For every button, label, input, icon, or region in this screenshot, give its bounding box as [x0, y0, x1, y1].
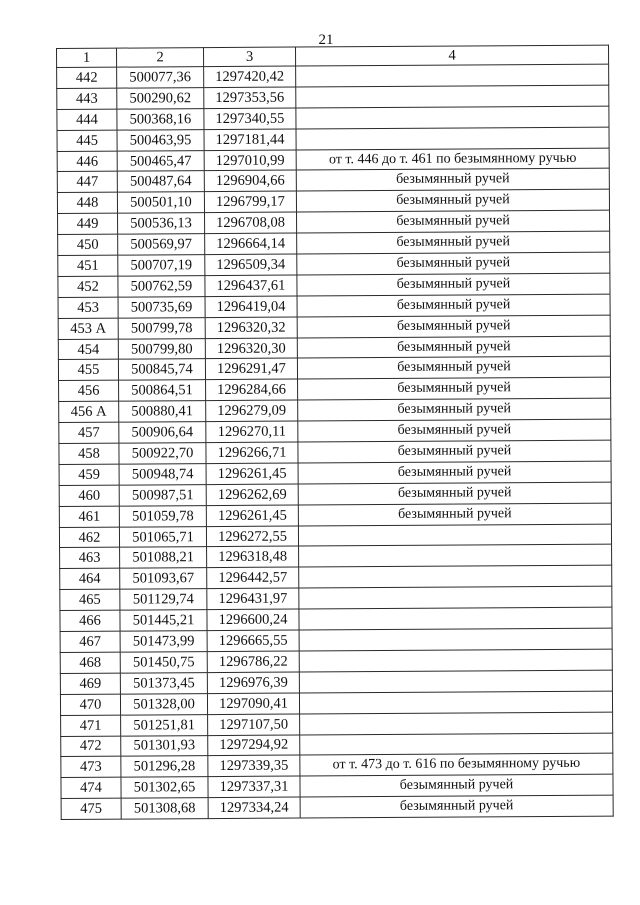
x-coordinate-cell: 501129,74	[120, 589, 207, 610]
point-number-cell: 475	[61, 798, 121, 819]
x-coordinate-cell: 500077,36	[117, 67, 204, 88]
description-cell: от т. 473 до т. 616 по безымянному ручью	[300, 754, 613, 777]
x-coordinate-cell: 500536,13	[118, 213, 205, 234]
point-number-cell: 442	[57, 67, 117, 88]
description-cell: безымянный ручей	[297, 336, 610, 359]
point-number-cell: 449	[58, 213, 118, 234]
description-cell: безымянный ручей	[300, 774, 613, 797]
y-coordinate-cell: 1297107,50	[208, 714, 300, 735]
coordinates-table	[56, 45, 614, 820]
y-coordinate-cell: 1296318,48	[207, 547, 299, 568]
point-number-cell: 452	[58, 276, 118, 297]
point-number-cell: 467	[60, 631, 120, 652]
x-coordinate-cell: 501065,71	[119, 526, 206, 547]
x-coordinate-cell: 500735,69	[118, 296, 205, 317]
y-coordinate-cell: 1296284,66	[206, 379, 298, 400]
y-coordinate-cell: 1296279,09	[206, 400, 298, 421]
y-coordinate-cell: 1296442,57	[207, 567, 299, 588]
x-coordinate-cell: 501088,21	[120, 547, 207, 568]
description-cell: безымянный ручей	[297, 252, 610, 275]
y-coordinate-cell: 1296665,55	[207, 630, 299, 651]
point-number-cell: 466	[60, 610, 120, 631]
description-cell	[296, 106, 609, 129]
point-number-cell: 457	[59, 422, 119, 443]
point-number-cell: 456 А	[59, 401, 119, 422]
description-cell: безымянный ручей	[297, 357, 610, 380]
description-cell: безымянный ручей	[297, 231, 610, 254]
point-number-cell: 472	[61, 736, 121, 757]
x-coordinate-cell: 500864,51	[119, 380, 206, 401]
description-cell	[299, 649, 612, 672]
point-number-cell: 458	[59, 443, 119, 464]
point-number-cell: 444	[57, 109, 117, 130]
x-coordinate-cell: 500948,74	[119, 464, 206, 485]
description-cell: безымянный ручей	[298, 482, 611, 505]
y-coordinate-cell: 1296786,22	[207, 651, 299, 672]
point-number-cell: 459	[59, 464, 119, 485]
y-coordinate-cell: 1296799,17	[204, 191, 296, 212]
y-coordinate-cell: 1296431,97	[207, 588, 299, 609]
y-coordinate-cell: 1297334,24	[208, 797, 300, 818]
y-coordinate-cell: 1297090,41	[207, 693, 299, 714]
y-coordinate-cell: 1296272,55	[206, 526, 298, 547]
y-coordinate-cell: 1296266,71	[206, 442, 298, 463]
point-number-cell: 462	[59, 527, 119, 548]
x-coordinate-cell: 501328,00	[120, 693, 207, 714]
description-cell: безымянный ручей	[297, 273, 610, 296]
point-number-cell: 451	[58, 255, 118, 276]
description-cell	[296, 85, 609, 108]
point-number-cell: 456	[59, 380, 119, 401]
page-number: 21	[318, 32, 334, 48]
y-coordinate-cell: 1297340,55	[204, 108, 296, 129]
point-number-cell: 473	[61, 757, 121, 778]
y-coordinate-cell: 1297181,44	[204, 129, 296, 150]
y-coordinate-cell: 1297337,31	[208, 776, 300, 797]
column-header-point: 1	[57, 48, 117, 67]
description-cell: безымянный ручей	[297, 210, 610, 233]
point-number-cell: 447	[57, 172, 117, 193]
y-coordinate-cell: 1296419,04	[205, 296, 297, 317]
x-coordinate-cell: 500922,70	[119, 443, 206, 464]
x-coordinate-cell: 501302,65	[121, 777, 208, 798]
x-coordinate-cell: 501296,28	[121, 756, 208, 777]
x-coordinate-cell: 500880,41	[119, 401, 206, 422]
x-coordinate-cell: 500707,19	[118, 255, 205, 276]
point-number-cell: 454	[58, 339, 118, 360]
x-coordinate-cell: 501473,99	[120, 631, 207, 652]
x-coordinate-cell: 501059,78	[119, 505, 206, 526]
y-coordinate-cell: 1296291,47	[205, 358, 297, 379]
point-number-cell: 446	[57, 151, 117, 172]
point-number-cell: 445	[57, 130, 117, 151]
point-number-cell: 465	[60, 589, 120, 610]
description-cell: безымянный ручей	[300, 795, 613, 818]
description-cell	[299, 545, 612, 568]
y-coordinate-cell: 1296261,45	[206, 505, 298, 526]
table-row	[61, 795, 613, 819]
description-cell: безымянный ручей	[296, 189, 609, 212]
x-coordinate-cell: 500845,74	[118, 359, 205, 380]
y-coordinate-cell: 1296509,34	[205, 254, 297, 275]
y-coordinate-cell: 1296261,45	[206, 463, 298, 484]
y-coordinate-cell: 1296270,11	[206, 421, 298, 442]
point-number-cell: 450	[58, 234, 118, 255]
description-cell	[299, 607, 612, 630]
description-cell: безымянный ручей	[298, 377, 611, 400]
column-header-y: 3	[204, 47, 296, 67]
y-coordinate-cell: 1296664,14	[205, 233, 297, 254]
description-cell	[299, 565, 612, 588]
description-cell: безымянный ручей	[297, 294, 610, 317]
x-coordinate-cell: 501450,75	[120, 652, 207, 673]
x-coordinate-cell: 500569,97	[118, 234, 205, 255]
x-coordinate-cell: 501308,68	[121, 798, 208, 819]
description-cell: безымянный ручей	[298, 503, 611, 526]
description-cell	[299, 586, 612, 609]
description-cell	[300, 733, 613, 756]
description-cell	[300, 712, 613, 735]
y-coordinate-cell: 1296320,30	[205, 338, 297, 359]
x-coordinate-cell: 501373,45	[120, 672, 207, 693]
x-coordinate-cell: 500987,51	[119, 484, 206, 505]
y-coordinate-cell: 1297010,99	[204, 150, 296, 171]
x-coordinate-cell: 500799,80	[118, 338, 205, 359]
x-coordinate-cell: 501093,67	[120, 568, 207, 589]
table-body	[57, 64, 614, 819]
y-coordinate-cell: 1296904,66	[204, 170, 296, 191]
description-cell	[299, 670, 612, 693]
y-coordinate-cell: 1297294,92	[208, 735, 300, 756]
point-number-cell: 471	[61, 715, 121, 736]
point-number-cell: 463	[60, 548, 120, 569]
x-coordinate-cell: 500906,64	[119, 422, 206, 443]
description-cell: безымянный ручей	[297, 315, 610, 338]
point-number-cell: 455	[58, 360, 118, 381]
description-cell	[299, 628, 612, 651]
x-coordinate-cell: 501301,93	[121, 735, 208, 756]
x-coordinate-cell: 500799,78	[118, 317, 205, 338]
point-number-cell: 464	[60, 568, 120, 589]
x-coordinate-cell: 500465,47	[117, 150, 204, 171]
description-cell: безымянный ручей	[298, 398, 611, 421]
point-number-cell: 461	[59, 506, 119, 527]
y-coordinate-cell: 1297420,42	[204, 66, 296, 87]
description-cell: безымянный ручей	[298, 419, 611, 442]
description-cell	[296, 64, 609, 87]
y-coordinate-cell: 1297353,56	[204, 87, 296, 108]
x-coordinate-cell: 500368,16	[117, 108, 204, 129]
column-header-description: 4	[295, 45, 608, 66]
point-number-cell: 468	[60, 652, 120, 673]
description-cell: безымянный ручей	[298, 461, 611, 484]
x-coordinate-cell: 500762,59	[118, 276, 205, 297]
y-coordinate-cell: 1296262,69	[206, 484, 298, 505]
x-coordinate-cell: 500487,64	[117, 171, 204, 192]
point-number-cell: 460	[59, 485, 119, 506]
x-coordinate-cell: 500290,62	[117, 87, 204, 108]
description-cell	[299, 691, 612, 714]
description-cell: безымянный ручей	[296, 169, 609, 192]
y-coordinate-cell: 1297339,35	[208, 755, 300, 776]
point-number-cell: 474	[61, 777, 121, 798]
y-coordinate-cell: 1296976,39	[207, 672, 299, 693]
point-number-cell: 470	[60, 694, 120, 715]
description-cell	[298, 524, 611, 547]
x-coordinate-cell: 500463,95	[117, 129, 204, 150]
y-coordinate-cell: 1296320,32	[205, 317, 297, 338]
y-coordinate-cell: 1296437,61	[205, 275, 297, 296]
x-coordinate-cell: 501251,81	[121, 714, 208, 735]
y-coordinate-cell: 1296600,24	[207, 609, 299, 630]
description-cell: от т. 446 до т. 461 по безымянному ручью	[296, 148, 609, 171]
description-cell: безымянный ручей	[298, 440, 611, 463]
point-number-cell: 443	[57, 88, 117, 109]
x-coordinate-cell: 501445,21	[120, 610, 207, 631]
column-header-x: 2	[117, 48, 204, 68]
description-cell	[296, 127, 609, 150]
point-number-cell: 453	[58, 297, 118, 318]
x-coordinate-cell: 500501,10	[117, 192, 204, 213]
point-number-cell: 469	[60, 673, 120, 694]
y-coordinate-cell: 1296708,08	[205, 212, 297, 233]
point-number-cell: 448	[57, 192, 117, 213]
point-number-cell: 453 А	[58, 318, 118, 339]
